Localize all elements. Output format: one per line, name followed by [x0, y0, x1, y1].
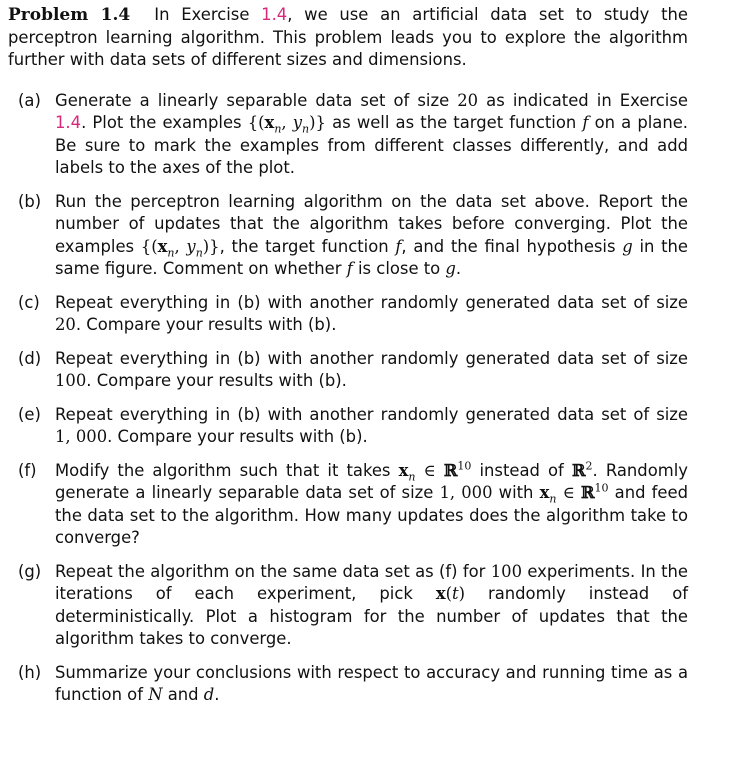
math-f: f [346, 259, 353, 278]
size-value: 20 [457, 90, 479, 110]
part-label: (g) [18, 561, 42, 581]
part-d [8, 348, 688, 393]
text: on a plane. Be sure to mark the examples from different classes differently, and add labels to the axes of the plot. [55, 113, 689, 177]
size-value: 1, 000 [55, 427, 108, 446]
examples-set-math: {($x_n$, $y_n$)} [247, 113, 326, 136]
size-value: 1, 000 [439, 483, 493, 502]
text: Run the perceptron learning algorithm on the data set above. Report the number of updates that the algorithm takes before converging. Plot the examples [55, 191, 688, 256]
count-value: 100 [490, 561, 523, 581]
math-g: g [622, 236, 633, 256]
text: and feed the data set to the algorithm. How many updates does the algorithm take to converge? [55, 483, 688, 547]
exercise-link[interactable]: 1.4 [261, 5, 288, 24]
r2-math: ℝ$^2$ [571, 459, 593, 480]
text: . Compare your results with (b). [107, 427, 368, 446]
text: Repeat everything in (b) with another randomly generated data set of size [55, 404, 688, 424]
part-label: (b) [18, 191, 42, 211]
part-text [55, 292, 688, 337]
problem-page [8, 4, 688, 718]
part-label: (f) [18, 460, 37, 480]
part-label: (a) [18, 90, 41, 110]
text: in the same figure. Comment on whether [55, 236, 688, 278]
text: , the target function [219, 236, 396, 256]
math-f: f [582, 113, 589, 132]
text: , and the final hypothesis [401, 236, 623, 256]
text: . Compare your results with (b). [86, 371, 347, 390]
text: as well as the target function [325, 113, 583, 132]
math-g: g [445, 259, 456, 278]
xn-in-r10-math: $x_n$ ∈ ℝ$^{10}$ [539, 481, 609, 506]
problem-parts-list [8, 90, 688, 707]
text: with [492, 483, 540, 502]
text: instead of [471, 460, 572, 480]
part-g [8, 561, 688, 651]
xn-in-r10-math: $x_n$ ∈ ℝ$^{10}$ [398, 459, 472, 483]
text: randomly instead of deterministically. Plot a histogram for the number of updates that the algorithm takes to converge. [55, 584, 688, 648]
part-text [55, 348, 688, 393]
intro-text-end: , we use an artificial data set to study the perceptron learning algorithm. This problem leads you to explore the algorithm further with data sets of different sizes and dimensions. [8, 5, 688, 69]
text: . Compare your results with (b). [75, 315, 337, 334]
part-text [55, 662, 688, 707]
part-a [8, 90, 688, 180]
part-text [55, 561, 688, 651]
exercise-link[interactable]: 1.4 [55, 113, 82, 132]
part-text [55, 191, 688, 281]
text: Generate a linearly separable data set of size [55, 90, 458, 110]
math-f: f [395, 236, 402, 256]
part-label: (c) [18, 292, 40, 312]
text: . Randomly generate a linearly separable data set of size [55, 460, 688, 502]
part-text [55, 90, 688, 180]
part-h [8, 662, 688, 707]
examples-set-math: {($x_n$, $y_n$)} [140, 236, 220, 259]
part-f [8, 460, 688, 550]
text: Modify the algorithm such that it takes [55, 460, 399, 480]
xt-math: x(t) [435, 584, 465, 603]
part-label: (e) [18, 404, 41, 424]
problem-intro [8, 4, 688, 72]
size-value: 100 [55, 371, 87, 390]
text: as indicated in Exercise [478, 90, 688, 110]
math-d: d [203, 685, 215, 704]
text: . Plot the examples [81, 113, 248, 132]
text: Repeat the algorithm on the same data set as (f) for [55, 561, 491, 581]
part-label: (h) [18, 662, 42, 682]
text: Summarize your conclusions with respect to accuracy and running time as a function of [55, 662, 688, 704]
text: Repeat everything in (b) with another randomly generated data set of size [55, 292, 688, 312]
math-N: N [148, 685, 163, 704]
text: experiments. In the iterations of each experiment, pick [55, 561, 688, 603]
part-text [55, 460, 688, 550]
part-label: (d) [18, 348, 42, 368]
part-b [8, 191, 688, 281]
text: is close to [352, 259, 446, 278]
text: Repeat everything in (b) with another randomly generated data set of size [55, 348, 688, 368]
part-text [55, 404, 688, 449]
text: . [455, 259, 462, 278]
part-e [8, 404, 688, 449]
problem-title: Problem 1.4 [8, 5, 131, 25]
text: . [214, 685, 220, 704]
part-c [8, 292, 688, 337]
intro-text-start: In Exercise [154, 5, 262, 24]
text: and [162, 685, 204, 704]
size-value: 20 [55, 315, 76, 334]
